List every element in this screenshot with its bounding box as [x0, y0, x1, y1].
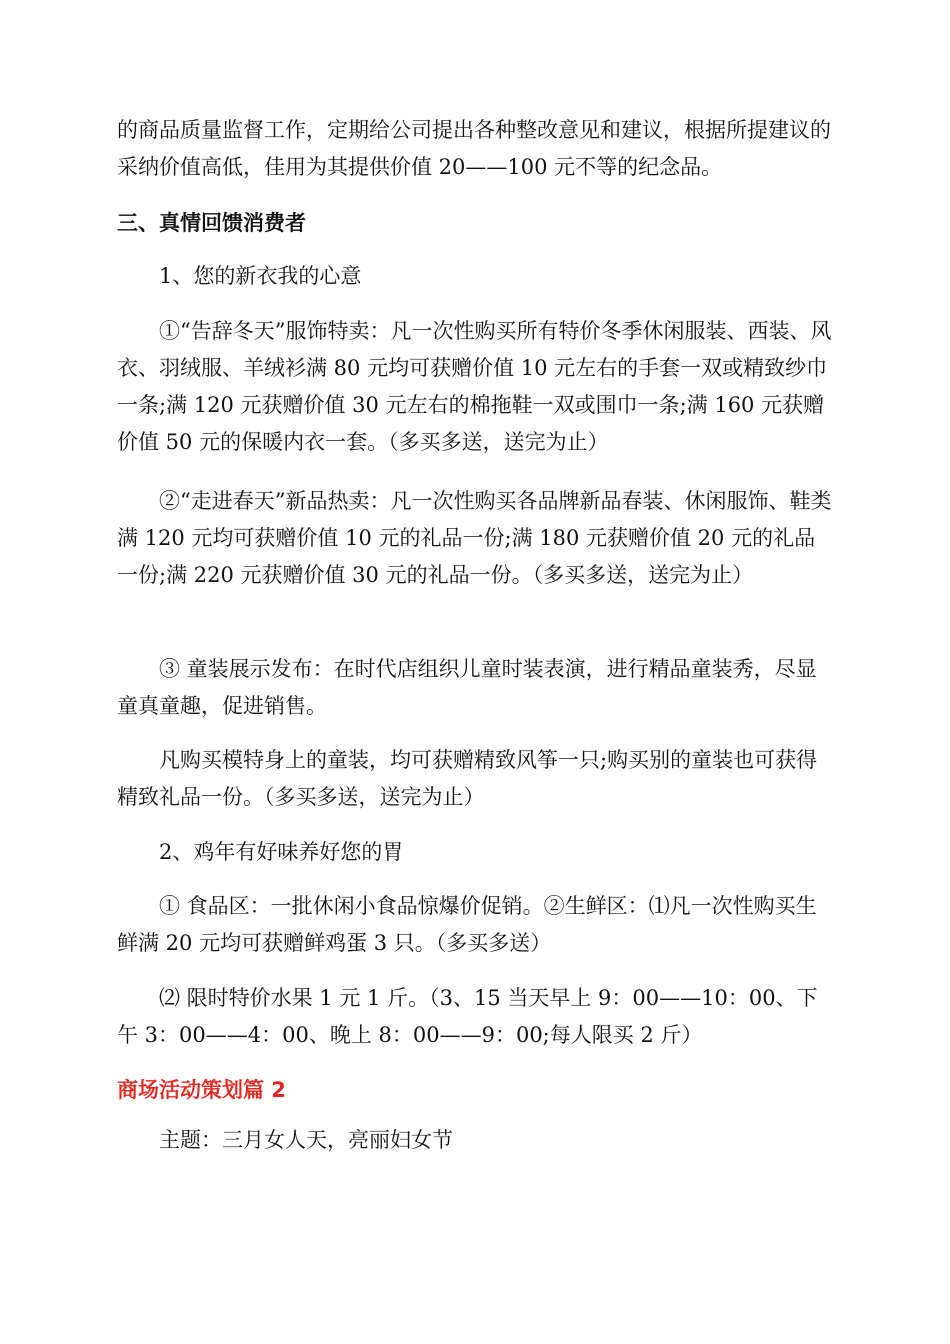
paragraph-continuation — [117, 112, 833, 186]
paragraph-food — [117, 888, 833, 962]
section-heading — [117, 205, 833, 242]
paragraph-text: 的商品质量监督工作，定期给公司提出各种整改意见和建议，根据所提建议的采纳价值高低，佳用为其提供价值 20——100 元不等的纪念品。 — [117, 118, 831, 179]
article-heading — [117, 1072, 833, 1109]
paragraph-kids-gift — [117, 742, 833, 816]
subsection-title — [117, 258, 833, 295]
paragraph-text: ③ 童装展示发布：在时代店组织儿童时装表演，进行精品童装秀，尽显童真童趣，促进销售。 — [117, 657, 817, 718]
paragraph-text: ⑵ 限时特价水果 1 元 1 斤。（3、15 当天早上 9：00——10：00、下午 3：00——4：00、晚上 8：00——9：00;每人限买 2 斤） — [117, 986, 818, 1047]
paragraph-kids-show — [117, 651, 833, 725]
paragraph-text: 凡购买模特身上的童装，均可获赠精致风筝一只;购买别的童装也可获得精致礼品一份。（多买多送，送完为止） — [117, 748, 818, 809]
paragraph-theme — [117, 1122, 833, 1159]
paragraph-winter-sale — [117, 313, 833, 461]
subsection-text: 2、鸡年有好味养好您的胃 — [159, 840, 404, 864]
heading-text: 商场活动策划篇 2 — [117, 1078, 286, 1102]
paragraph-text: ① 食品区：一批休闲小食品惊爆价促销。②生鲜区：⑴凡一次性购买生鲜满 20 元均可获赠鲜鸡蛋 3 只。（多买多送） — [117, 894, 817, 955]
paragraph-text: 主题：三月女人天，亮丽妇女节 — [159, 1128, 453, 1152]
paragraph-spring-sale — [117, 483, 833, 594]
subsection-title — [117, 834, 833, 871]
paragraph-text: ①“告辞冬天”服饰特卖：凡一次性购买所有特价冬季休闲服装、西装、风衣、羽绒服、羊绒衫满 80 元均可获赠价值 10 元左右的手套一双或精致纱巾一条;满 120 元获赠价值 30 元左右的棉拖鞋一双或围巾一条;满 160 元获赠价值 50 元的保暖内衣一套。（多买多送，送完为止） — [117, 319, 832, 454]
subsection-text: 1、您的新衣我的心意 — [159, 264, 362, 288]
heading-text: 三、真情回馈消费者 — [117, 211, 306, 235]
paragraph-text: ②“走进春天”新品热卖：凡一次性购买各品牌新品春装、休闲服饰、鞋类满 120 元均可获赠价值 10 元的礼品一份;满 180 元获赠价值 20 元的礼品一份;满 220 元获赠价值 30 元的礼品一份。（多买多送，送完为止） — [117, 489, 832, 587]
paragraph-fruit — [117, 980, 833, 1054]
